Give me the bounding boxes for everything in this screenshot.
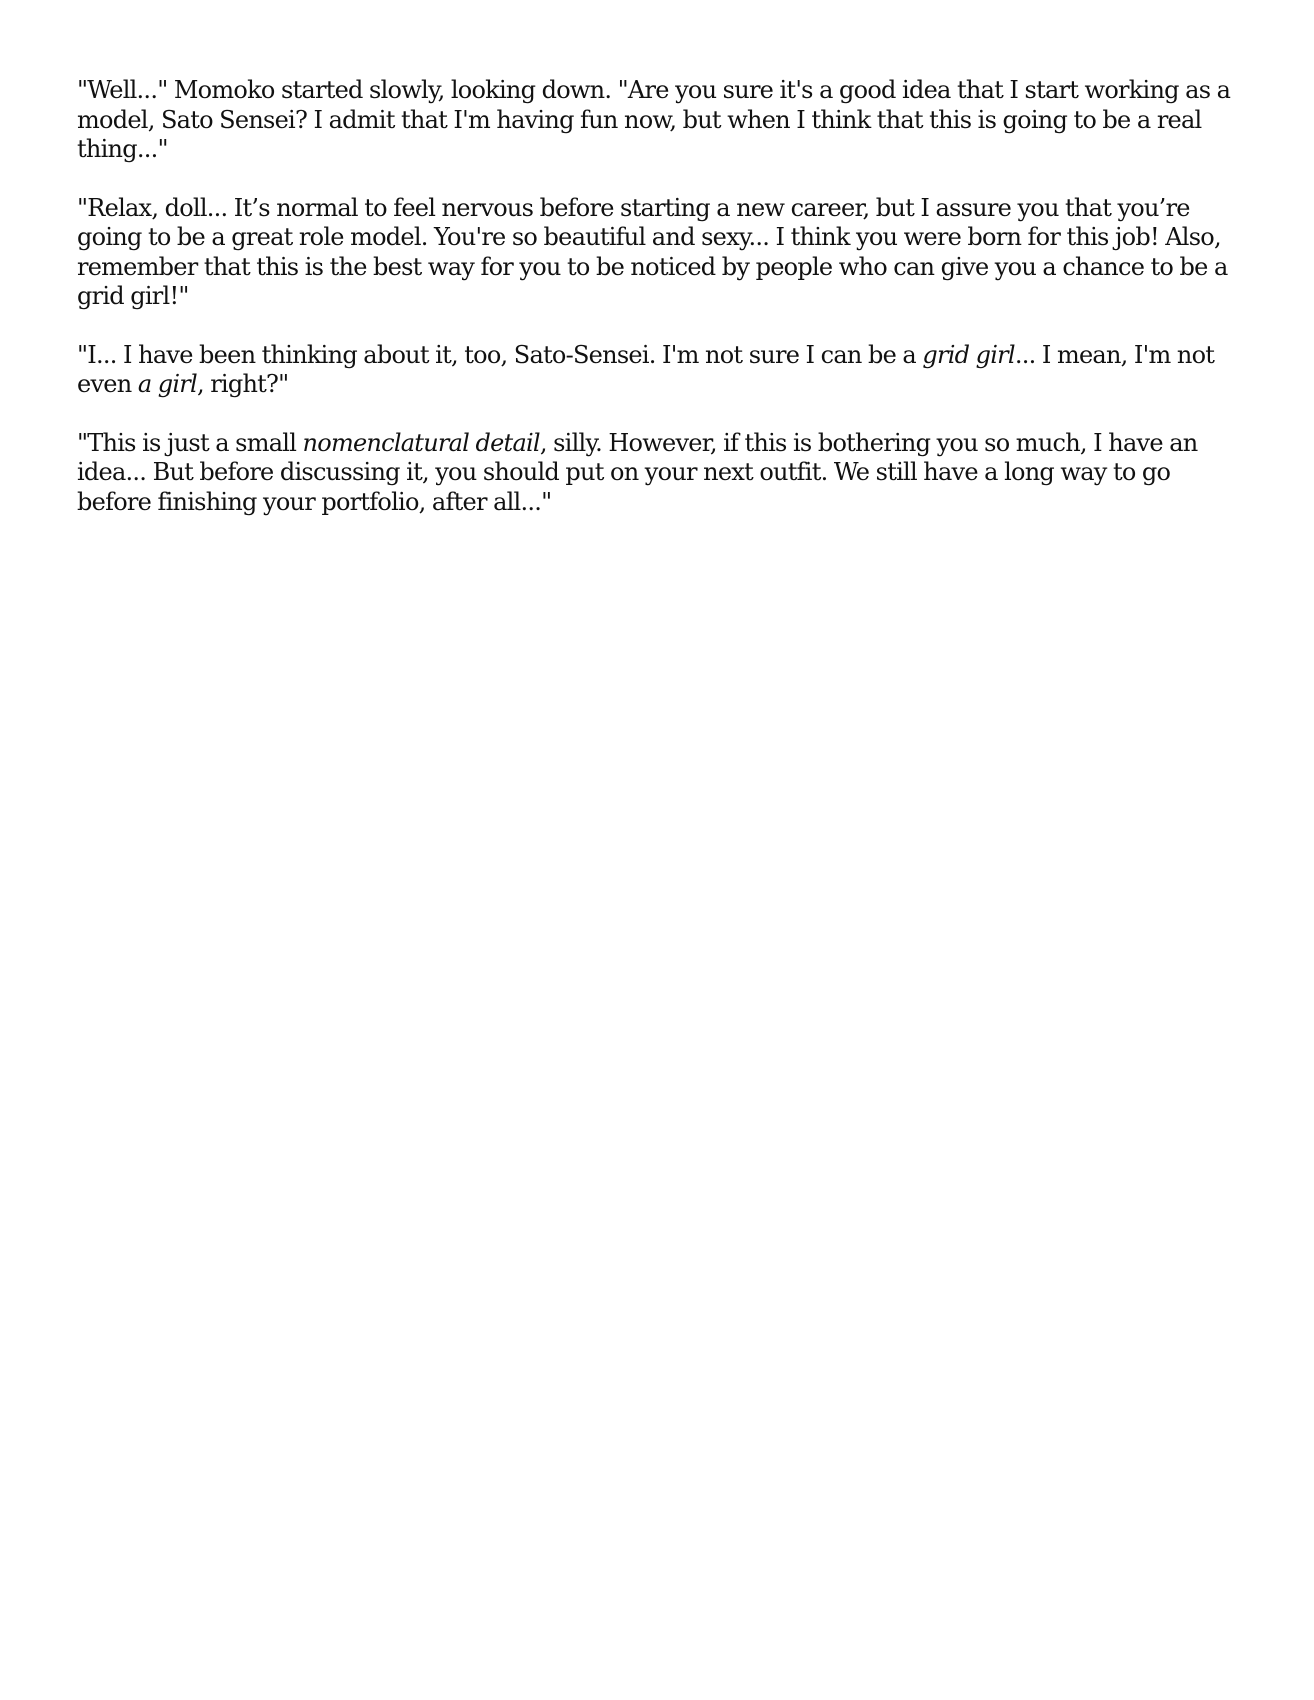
paragraph-2-text: "Relax, doll... It’s normal to feel nervous before starting a new career, but I assure you that you’re going to be a great role model. You're so beautiful and sexy... I think you were born for this job! Also, remember that this is the best way for you to be noticed by people who can give you a chance to be a grid girl!" <box>77 193 1228 310</box>
paragraph-3-text-a: "I... I have been thinking about it, too, Sato-Sensei. I'm not sure I can be a <box>77 340 923 369</box>
paragraph-4-text-b: , silly. However, if this is bothering you so much, I have an idea... But before discussing it, you should put on your next outfit. We still have a long way to go before finishing your portfolio, after all..." <box>77 428 1198 516</box>
paragraph-3-text-c: , right?" <box>196 370 289 398</box>
paragraph-1 <box>77 76 1247 165</box>
paragraph-3-emphasis-grid-girl: grid girl <box>922 340 1015 369</box>
document-body <box>77 76 1247 546</box>
paragraph-3-text-b: ... I mean, I'm not even <box>77 340 1215 398</box>
paragraph-3-emphasis-a-girl: a girl <box>137 370 197 398</box>
paragraph-1-text: "Well..." Momoko started slowly, looking down. "Are you sure it's a good idea that I start working as a model, Sato Sensei? I admit that I'm having fun now, but when I think that this is going to be a real thing..." <box>77 76 1231 163</box>
paragraph-4-emphasis-nomenclatural-detail: nomenclatural detail <box>302 428 540 457</box>
paragraph-3 <box>77 341 1247 400</box>
paragraph-4-text-a: "This is just a small <box>77 428 303 457</box>
paragraph-4 <box>77 429 1247 518</box>
paragraph-2 <box>77 194 1247 312</box>
